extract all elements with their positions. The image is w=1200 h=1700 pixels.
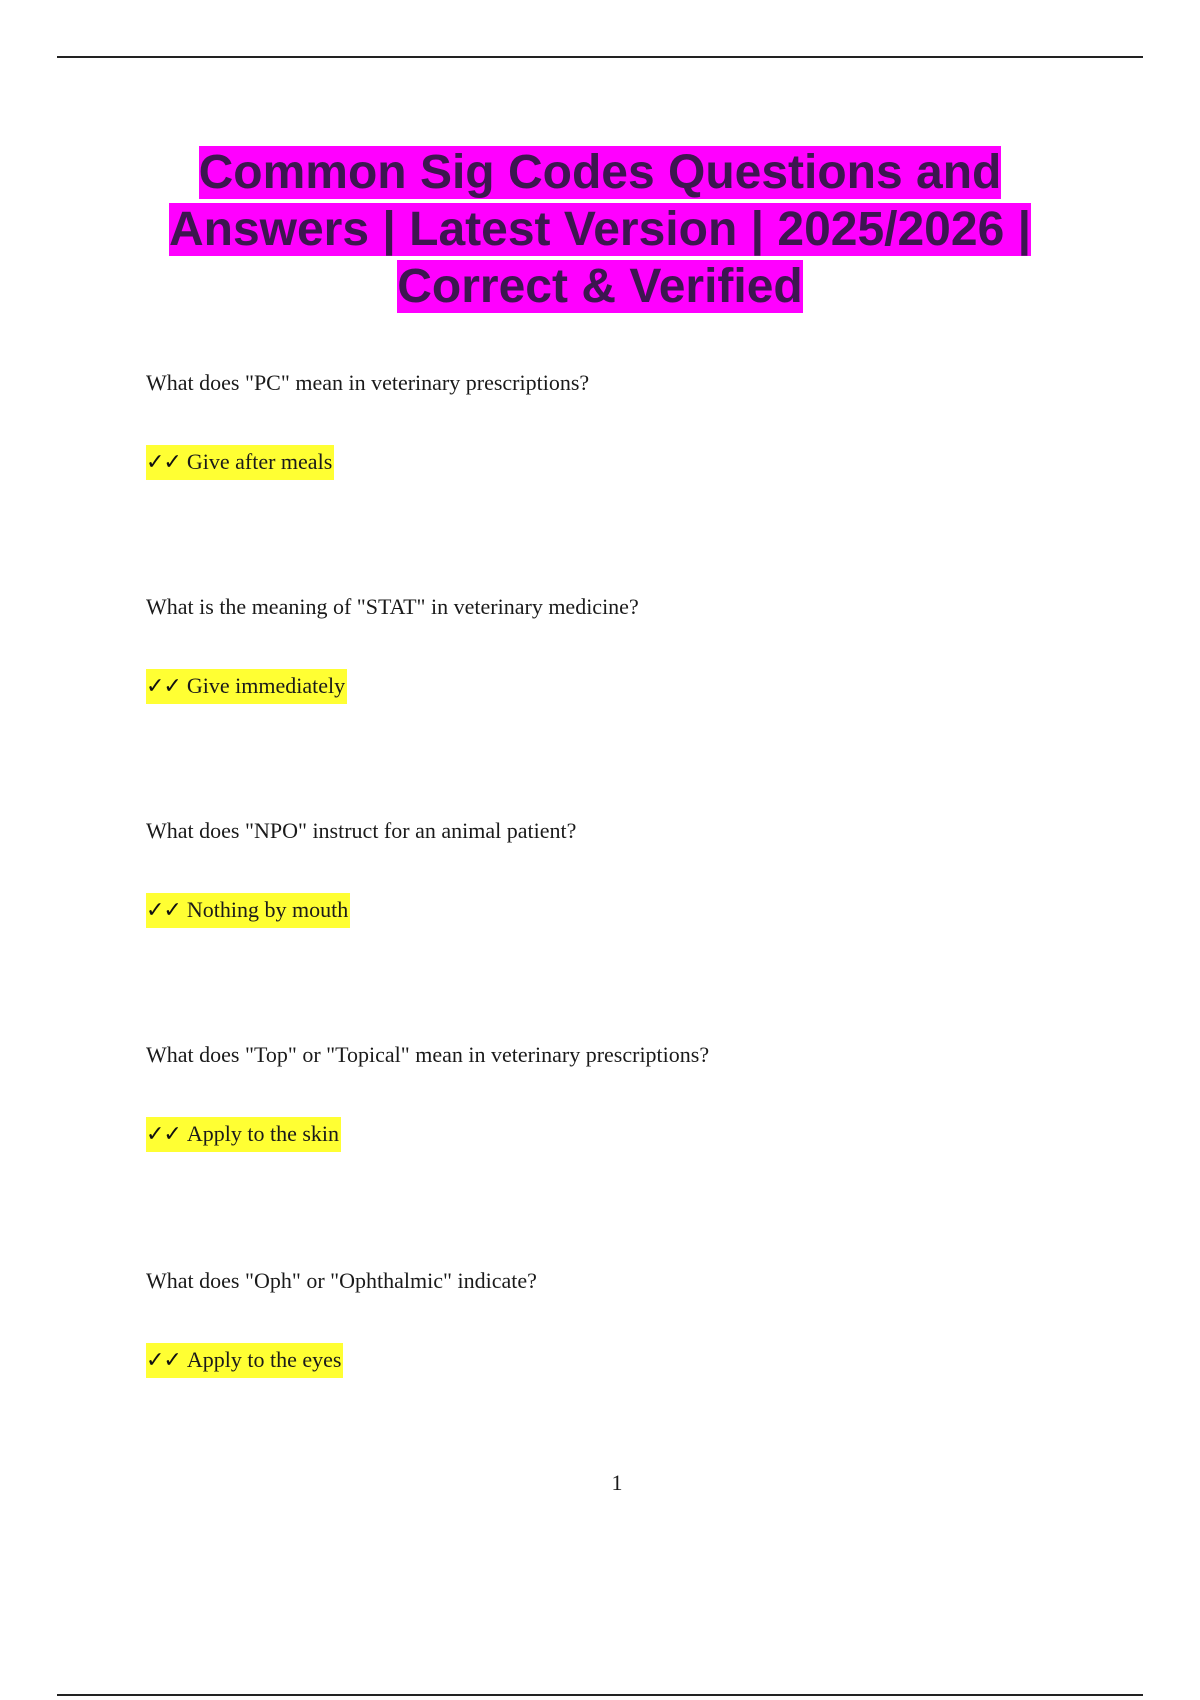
qa-item-5 [146, 1267, 1096, 1373]
answer-highlight [146, 893, 350, 928]
question-text: What does "PC" mean in veterinary prescriptions? [146, 370, 590, 395]
header-rule [57, 56, 1143, 58]
question-text: What is the meaning of "STAT" in veterinary medicine? [146, 594, 639, 619]
double-check-icon: ✓✓ [146, 898, 181, 923]
answer-highlight [146, 1117, 341, 1152]
qa-item-1 [146, 369, 1096, 475]
answer-text: Give immediately [186, 673, 346, 698]
answer-highlight [146, 669, 347, 704]
page-number: 1 [611, 1470, 623, 1495]
qa-item-3 [146, 817, 1096, 923]
double-check-icon: ✓✓ [146, 674, 181, 699]
title-block [100, 144, 1100, 315]
answer-text: Give after meals [186, 449, 333, 474]
double-check-icon: ✓✓ [146, 1348, 181, 1373]
footer-rule [57, 1694, 1143, 1696]
double-check-icon: ✓✓ [146, 1122, 181, 1147]
question-text: What does "Oph" or "Ophthalmic" indicate? [146, 1268, 537, 1293]
question-text: What does "Top" or "Topical" mean in veterinary prescriptions? [146, 1042, 710, 1067]
qa-item-4 [146, 1041, 1096, 1147]
question-text: What does "NPO" instruct for an animal patient? [146, 818, 577, 843]
qa-item-2 [146, 593, 1096, 699]
answer-highlight [146, 445, 334, 480]
answer-text: Apply to the skin [186, 1121, 340, 1146]
document-title [100, 144, 1100, 315]
title-highlight: Common Sig Codes Questions and Answers | Latest Version | 2025/2026 | Correct & Verified [168, 146, 1032, 313]
answer-highlight [146, 1343, 343, 1378]
answer-text: Apply to the eyes [186, 1347, 342, 1372]
answer-text: Nothing by mouth [186, 897, 349, 922]
double-check-icon: ✓✓ [146, 450, 181, 475]
